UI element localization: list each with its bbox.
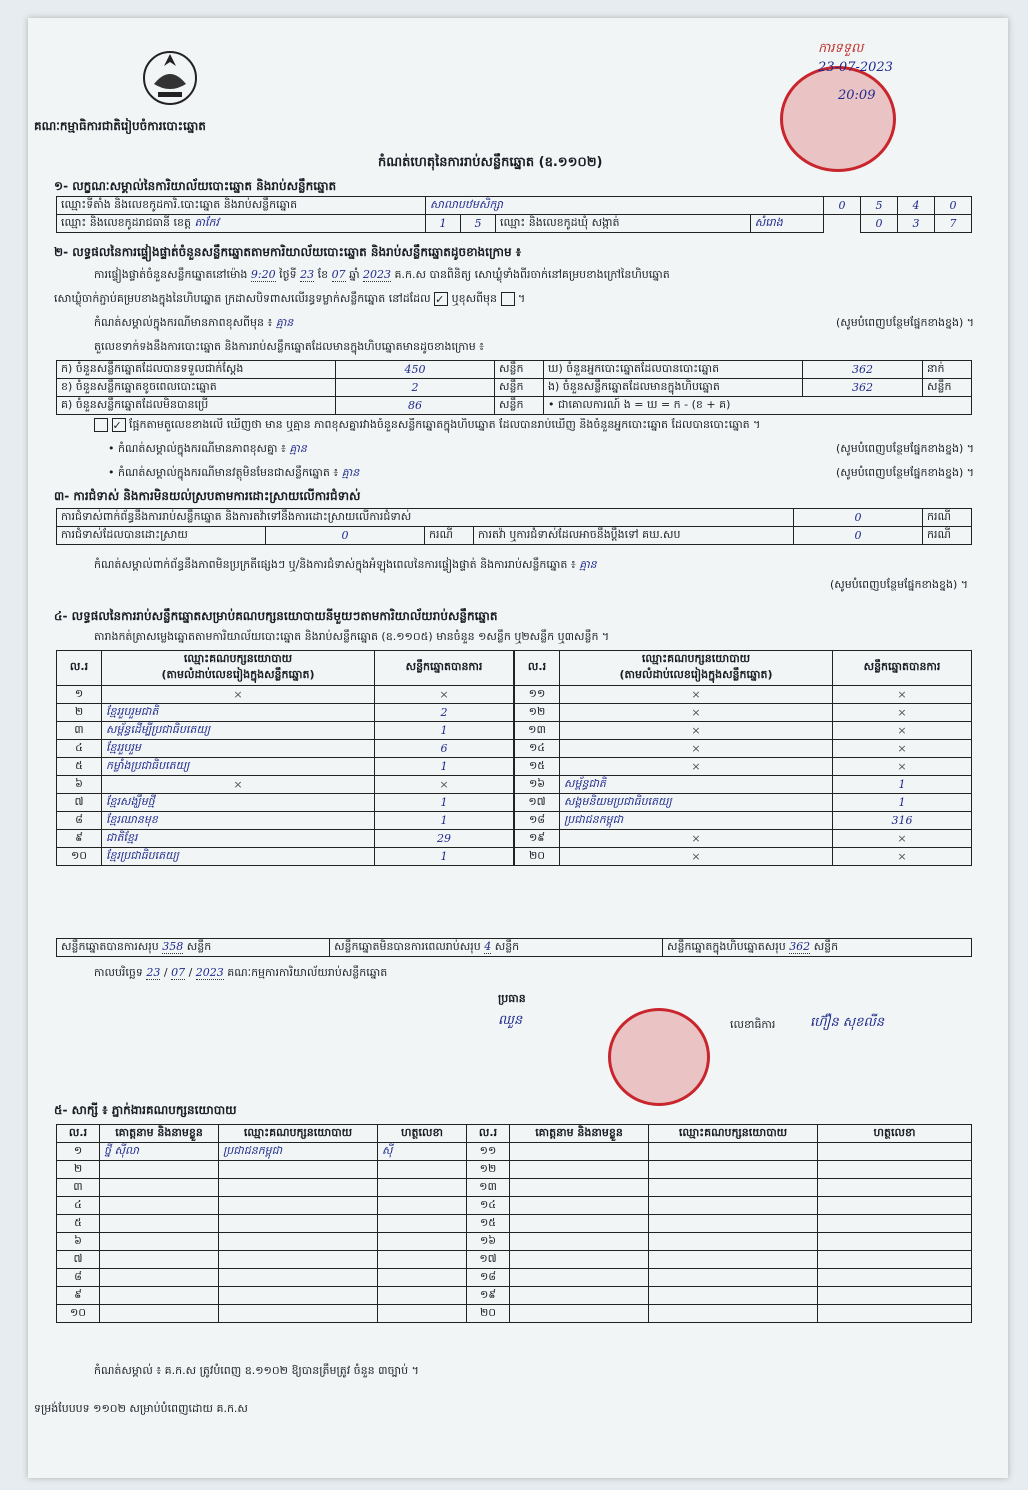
footer-note: កំណត់សម្គាល់ ៖ គ.ក.ស ត្រូវបំពេញ ឧ.១១០២ ឱ្យបានត្រឹមត្រូវ ចំនួន ៣ច្បាប់ ។ xyxy=(94,1364,419,1377)
verification-month: 07 xyxy=(331,268,346,281)
row-number: ១៦ xyxy=(467,1233,510,1251)
witness-signature xyxy=(818,1143,972,1161)
col-no: ល.រ xyxy=(467,1125,510,1143)
seal-line: សោឃ្លុំចាក់ភ្ជាប់គម្របខាងក្នុងនៃហិបឆ្នោត ក្រដាសបិទពាសលើរន្ធទម្លាក់សន្លឹកឆ្នោត នៅដដែល ✓ ឬខុសពីមុន ។ xyxy=(54,292,526,306)
witness-name xyxy=(100,1305,219,1323)
row-number: ១៧ xyxy=(467,1251,510,1269)
objections-label: ការជំទាស់ពាក់ព័ន្ធនឹងការរាប់សន្លឹកឆ្នោត និងការតវ៉ាទៅនឹងការដោះស្រាយលើការជំទាស់ xyxy=(57,509,794,527)
witness-signature xyxy=(818,1269,972,1287)
row-number: ១១ xyxy=(467,1143,510,1161)
committee-stamp xyxy=(608,1008,710,1106)
row-number: ៨ xyxy=(57,812,102,830)
party-name: សង្គមនិយមប្រជាធិបតេយ្យ xyxy=(560,794,833,812)
row-number: ៥ xyxy=(57,758,102,776)
witness-signature xyxy=(378,1269,467,1287)
row-number: ២ xyxy=(57,704,102,722)
witness-name xyxy=(100,1269,219,1287)
received-ballots-value: 450 xyxy=(336,361,495,379)
code-digit-1: 0 xyxy=(824,197,861,215)
irregularities-note: កំណត់សម្គាល់ពាក់ព័ន្ធនឹងភាពមិនប្រក្រតីផ្សេងៗ ឬ/និងការជំទាស់ក្នុងអំឡុងពេលនៃការផ្ទៀងផ្ទាត់ និងការរាប់សន្លឹកឆ្នោត ៖ គ្មាន xyxy=(94,558,597,571)
party-votes: × xyxy=(833,722,972,740)
row-number: ៨ xyxy=(57,1269,100,1287)
party-votes: × xyxy=(833,704,972,722)
party-votes: × xyxy=(833,830,972,848)
party-votes: × xyxy=(833,848,972,866)
table-row xyxy=(57,794,514,812)
col-party: ឈ្មោះគណបក្សនយោបាយ (តាមលំដាប់លេខរៀងក្នុងសន្លឹកឆ្នោត) xyxy=(560,651,833,686)
ballots-in-box-value: 362 xyxy=(803,379,923,397)
row-number: ១១ xyxy=(515,686,560,704)
party-name: កម្លាំងប្រជាធិបតេយ្យ xyxy=(102,758,375,776)
row-number: ៧ xyxy=(57,1251,100,1269)
party-name: ខ្មែរសង្ឃឹមថ្មី xyxy=(102,794,375,812)
row-number: ២ xyxy=(57,1161,100,1179)
party-votes: × xyxy=(375,776,514,794)
witness-name xyxy=(510,1197,649,1215)
form-version: ទម្រង់បែបបទ ១១០២ សម្រាប់បំពេញដោយ គ.ក.ស xyxy=(34,1402,248,1415)
objections-value: 0 xyxy=(794,509,923,527)
witness-name xyxy=(100,1197,219,1215)
party-votes: 1 xyxy=(375,812,514,830)
row-number: ៥ xyxy=(57,1215,100,1233)
province-code-1: 1 xyxy=(426,215,461,233)
province-label: ឈ្មោះ និងលេខកូដរាជធានី ខេត្ត តាកែវ xyxy=(57,215,426,233)
witness-name xyxy=(510,1251,649,1269)
commune-code-2: 3 xyxy=(898,215,935,233)
table-row xyxy=(57,758,514,776)
table-row xyxy=(57,1197,972,1215)
bullet-nonballot-value: គ្មាន xyxy=(341,466,360,479)
stamp-time: 20:09 xyxy=(838,88,876,103)
row-number: ៩ xyxy=(57,830,102,848)
objections-table xyxy=(56,508,972,545)
row-number: ២០ xyxy=(515,848,560,866)
secretary-signature: ហ៊ឿន សុខលីន xyxy=(810,1015,885,1030)
table-row xyxy=(515,794,972,812)
party-votes: 29 xyxy=(375,830,514,848)
appeal-label: ការតវ៉ា ឬការជំទាស់ដែលអាចនឹងប្តឹងទៅ គឃ.សប xyxy=(474,527,794,545)
form-page xyxy=(28,18,1008,1478)
party-votes: 2 xyxy=(375,704,514,722)
total-invalid-value: 4 xyxy=(484,939,492,953)
witness-signature xyxy=(378,1161,467,1179)
commune-code-3: 7 xyxy=(935,215,972,233)
section2-heading: ២- លទ្ធផលនៃការផ្ទៀងផ្ទាត់ចំនួនសន្លឹកឆ្នោតតាមការិយាល័យបោះឆ្នោត និងរាប់សន្លឹកឆ្នោតដូចខាងក្រោម ៖ xyxy=(54,245,522,259)
location-label: ឈ្មោះទីតាំង និងលេខកូដការិ.បោះឆ្នោត និងរាប់សន្លឹកឆ្នោត xyxy=(57,197,426,215)
row-number: ១៩ xyxy=(467,1287,510,1305)
col-sign: ហត្ថលេខា xyxy=(818,1125,972,1143)
section4-intro: តារាងកត់ត្រាសម្លេងឆ្នោតតាមការិយាល័យបោះឆ្នោត និងរាប់សន្លឹកឆ្នោត (ឧ.១១០៥) មានចំនួន ១សន្លឹក ឬ២សន្លឹក ឬ៣សន្លឹក ។ xyxy=(94,630,610,643)
chair-signature: ឈួន xyxy=(498,1013,523,1028)
party-name: សម្ព័ន្ធដើម្បីប្រជាធិបតេយ្យ xyxy=(102,722,375,740)
province-value: តាកែវ xyxy=(194,215,219,229)
row-number: ១២ xyxy=(515,704,560,722)
party-name: × xyxy=(560,740,833,758)
witness-party xyxy=(219,1197,378,1215)
section3-heading: ៣- ការជំទាស់ និងការមិនយល់ស្របតាមការដោះស្រាយលើការជំទាស់ xyxy=(54,489,361,503)
row-number: ១៣ xyxy=(467,1179,510,1197)
party-name: ខ្មែររួបរួម xyxy=(102,740,375,758)
witness-name xyxy=(100,1161,219,1179)
table-row xyxy=(57,1143,972,1161)
witness-signature xyxy=(818,1161,972,1179)
table-row xyxy=(57,740,514,758)
witness-name xyxy=(510,1143,649,1161)
witness-signature xyxy=(818,1251,972,1269)
party-name: ជាតិខ្មែរ xyxy=(102,830,375,848)
witness-party xyxy=(649,1197,818,1215)
party-name: × xyxy=(560,704,833,722)
voters-label: ឃ) ចំនួនអ្នកបោះឆ្នោតដែលបានបោះឆ្នោត xyxy=(544,361,803,379)
party-votes: 1 xyxy=(833,794,972,812)
table-row xyxy=(57,812,514,830)
witness-name xyxy=(100,1233,219,1251)
table-row xyxy=(515,722,972,740)
verification-day: 23 xyxy=(300,268,315,281)
total-invalid: សន្លឹកឆ្នោតមិនបានការពេលរាប់សរុប 4 សន្លឹក xyxy=(330,939,663,957)
table-row xyxy=(57,686,514,704)
bullet-nonballot: • កំណត់សម្គាល់ក្នុងករណីមានវត្ថុមិនមែនជាសន្លឹកឆ្នោត ៖ គ្មាន (សូមបំពេញបន្ថែមផ្នែកខាងខ្នង) ។ xyxy=(108,466,974,479)
party-name: សម្ព័ន្ធជាតិ xyxy=(560,776,833,794)
unit: ករណី xyxy=(923,509,972,527)
col-name: គោត្តនាម និងនាមខ្លួន xyxy=(100,1125,219,1143)
spoiled-ballots-value: 2 xyxy=(336,379,495,397)
table-row xyxy=(57,1305,972,1323)
totals-table xyxy=(56,938,972,957)
witness-signature: ស៊ី xyxy=(378,1143,467,1161)
table-row xyxy=(57,848,514,866)
row-number: ១ xyxy=(57,1143,100,1161)
table-row xyxy=(57,1269,972,1287)
total-box: សន្លឹកឆ្នោតក្នុងហិបឆ្នោតសរុប 362 សន្លឹក xyxy=(662,939,971,957)
witness-signature xyxy=(378,1287,467,1305)
witness-party: ប្រជាជនកម្ពុជា xyxy=(219,1143,378,1161)
row-number: ២០ xyxy=(467,1305,510,1323)
party-votes: 6 xyxy=(375,740,514,758)
row-number: ៤ xyxy=(57,1197,100,1215)
results-table-right xyxy=(514,650,972,866)
unit: ករណី xyxy=(425,527,474,545)
resolved-value: 0 xyxy=(266,527,425,545)
witness-name: ថ្នី ស៊ីលា xyxy=(100,1143,219,1161)
irregularities-note-value: គ្មាន xyxy=(579,558,597,571)
witness-party xyxy=(219,1179,378,1197)
witness-signature xyxy=(818,1233,972,1251)
difference-note-value: គ្មាន xyxy=(275,316,294,329)
witness-party xyxy=(649,1233,818,1251)
witness-party xyxy=(649,1269,818,1287)
party-name: × xyxy=(560,848,833,866)
row-number: ៩ xyxy=(57,1287,100,1305)
col-party: ឈ្មោះគណបក្សនយោបាយ xyxy=(219,1125,378,1143)
verification-line: ការផ្ទៀងផ្ទាត់ចំនួនសន្លឹកឆ្នោតនៅម៉ោង 9:20 ថ្ងៃទី 23 ខែ 07 ឆ្នាំ 2023 គ.ក.ស បានពិនិត្យ សោឃ្លុំទាំងពីរចាក់នៅគម្របខាងក្រៅនៃហិបឆ្នោត xyxy=(94,268,670,281)
witness-signature xyxy=(818,1305,972,1323)
party-votes: 1 xyxy=(375,758,514,776)
total-valid-value: 358 xyxy=(162,939,184,953)
commune-value: សំរោង xyxy=(750,215,823,233)
stamp-received-label: ការទទួល xyxy=(818,41,864,56)
different-checkbox[interactable] xyxy=(501,292,515,306)
witness-party xyxy=(219,1305,378,1323)
bullet-diff: • កំណត់សម្គាល់ក្នុងករណីមានភាពខុសគ្នា ៖ គ្មាន (សូមបំពេញបន្ថែមផ្នែកខាងខ្នង) ។ xyxy=(108,442,974,455)
witness-signature xyxy=(378,1233,467,1251)
col-party: ឈ្មោះគណបក្សនយោបាយ xyxy=(649,1125,818,1143)
witness-table xyxy=(56,1124,972,1323)
witness-name xyxy=(510,1179,649,1197)
row-number: ១៩ xyxy=(515,830,560,848)
code-digit-4: 0 xyxy=(935,197,972,215)
nec-logo xyxy=(138,44,202,108)
appeal-value: 0 xyxy=(794,527,923,545)
has-diff-checkbox[interactable] xyxy=(94,418,108,432)
unit: សន្លឹក xyxy=(495,361,544,379)
party-votes: × xyxy=(833,758,972,776)
witness-name xyxy=(510,1233,649,1251)
location-value: សាលាបឋមសិក្សា xyxy=(426,197,824,215)
row-number: ៤ xyxy=(57,740,102,758)
party-votes: 316 xyxy=(833,812,972,830)
party-votes: × xyxy=(833,686,972,704)
witness-party xyxy=(219,1287,378,1305)
received-stamp xyxy=(780,66,896,172)
witness-party xyxy=(219,1251,378,1269)
party-votes: 1 xyxy=(375,848,514,866)
witness-signature xyxy=(378,1179,467,1197)
party-name: × xyxy=(102,686,375,704)
table-row xyxy=(57,1233,972,1251)
witness-party xyxy=(219,1161,378,1179)
secretary-label: លេខាធិការ xyxy=(730,1018,776,1031)
received-ballots-label: ក) ចំនួនសន្លឹកឆ្នោតដែលបានទទួលជាក់ស្តែង xyxy=(57,361,336,379)
table-row xyxy=(515,830,972,848)
witness-name xyxy=(100,1251,219,1269)
row-number: ១០ xyxy=(57,1305,100,1323)
row-number: ៣ xyxy=(57,722,102,740)
total-box-value: 362 xyxy=(789,939,811,953)
witness-signature xyxy=(818,1215,972,1233)
witness-name xyxy=(100,1179,219,1197)
row-number: ១៨ xyxy=(467,1269,510,1287)
row-number: ១៥ xyxy=(467,1215,510,1233)
row-number: ១៧ xyxy=(515,794,560,812)
figures-intro: តួលេខទាក់ទងនឹងការបោះឆ្នោត និងការរាប់សន្លឹកឆ្នោតដែលមានក្នុងហិបឆ្នោតមានដូចខាងក្រោម ៖ xyxy=(94,340,485,353)
province-code-2: 5 xyxy=(461,215,496,233)
voters-value: 362 xyxy=(803,361,923,379)
table-row xyxy=(57,1251,972,1269)
witness-name xyxy=(100,1215,219,1233)
table-row xyxy=(515,704,972,722)
witness-party xyxy=(219,1215,378,1233)
witness-name xyxy=(510,1269,649,1287)
signature-date: កាលបរិច្ឆេទ 23 / 07 / 2023 គណៈកម្មការការិយាល័យរាប់សន្លឹកឆ្នោត xyxy=(94,966,388,979)
party-name: × xyxy=(560,830,833,848)
compare-line: ✓ ផ្អែកតាមតួលេខខាងលើ ឃើញថា មាន ឬគ្មាន ភាពខុសគ្នារវាងចំនួនសន្លឹកឆ្នោតក្នុងហិបឆ្នោត ដែលបានរាប់ឃើញ និងចំនួនអ្នកបោះឆ្នោត ដែលបានបោះឆ្នោត ។ xyxy=(94,418,994,434)
commune-code-1: 0 xyxy=(861,215,898,233)
row-number: ១៥ xyxy=(515,758,560,776)
table-row xyxy=(515,776,972,794)
witness-signature xyxy=(378,1197,467,1215)
witness-signature xyxy=(818,1287,972,1305)
same-checkbox[interactable]: ✓ xyxy=(434,292,448,306)
witness-name xyxy=(510,1161,649,1179)
party-name: × xyxy=(102,776,375,794)
witness-signature xyxy=(818,1179,972,1197)
table-row xyxy=(515,848,972,866)
table-row xyxy=(57,1215,972,1233)
row-number: ១៤ xyxy=(515,740,560,758)
unused-ballots-label: គ) ចំនួនសន្លឹកឆ្នោតដែលមិនបានប្រើ xyxy=(57,397,336,415)
col-party: ឈ្មោះគណបក្សនយោបាយ (តាមលំដាប់លេខរៀងក្នុងសន្លឹកឆ្នោត) xyxy=(102,651,375,686)
party-votes: × xyxy=(375,686,514,704)
witness-name xyxy=(100,1287,219,1305)
difference-note: កំណត់សម្គាល់ក្នុងករណីមានភាពខុសពីមុន ៖ គ្មាន (សូមបំពេញបន្ថែមផ្នែកខាងខ្នង) ។ xyxy=(94,316,974,329)
party-name: ខ្មែរប្រជាធិបតេយ្យ xyxy=(102,848,375,866)
table-row xyxy=(57,1179,972,1197)
witness-signature xyxy=(378,1251,467,1269)
unit: ករណី xyxy=(923,527,972,545)
party-votes: × xyxy=(833,740,972,758)
code-digit-3: 4 xyxy=(898,197,935,215)
witness-signature xyxy=(378,1305,467,1323)
party-votes: 1 xyxy=(375,722,514,740)
witness-name xyxy=(510,1215,649,1233)
commune-label: ឈ្មោះ និងលេខកូដឃុំ សង្កាត់ xyxy=(496,215,751,233)
table-row xyxy=(57,1287,972,1305)
table-row xyxy=(57,830,514,848)
ballots-in-box-label: ង) ចំនួនសន្លឹកឆ្នោតដែលមានក្នុងហិបឆ្នោត xyxy=(544,379,803,397)
resolved-label: ការជំទាស់ដែលបានដោះស្រាយ xyxy=(57,527,266,545)
verification-time: 9:20 xyxy=(250,268,276,281)
results-table-left xyxy=(56,650,514,866)
unused-ballots-value: 86 xyxy=(336,397,495,415)
party-name: ខ្មែររួបរួមជាតិ xyxy=(102,704,375,722)
party-name: × xyxy=(560,758,833,776)
row-number: ៧ xyxy=(57,794,102,812)
row-number: ១៤ xyxy=(467,1197,510,1215)
col-name: គោត្តនាម និងនាមខ្លួន xyxy=(510,1125,649,1143)
section5-heading: ៥- សាក្សី ៖ ភ្នាក់ងារគណបក្សនយោបាយ xyxy=(54,1103,237,1117)
row-number: ១៣ xyxy=(515,722,560,740)
witness-signature xyxy=(378,1215,467,1233)
party-name: × xyxy=(560,686,833,704)
witness-party xyxy=(649,1179,818,1197)
col-sign: ហត្ថលេខា xyxy=(378,1125,467,1143)
witness-name xyxy=(510,1287,649,1305)
row-number: ១៦ xyxy=(515,776,560,794)
table-row xyxy=(57,776,514,794)
col-no: ល.រ xyxy=(515,651,560,686)
section4-heading: ៤- លទ្ធផលនៃការរាប់សន្លឹកឆ្នោតសម្រាប់គណបក្សនយោបាយនីមួយៗតាមការិយាល័យរាប់សន្លឹកឆ្នោត xyxy=(54,609,498,623)
row-number: ១០ xyxy=(57,848,102,866)
irregularities-hint: (សូមបំពេញបន្ថែមផ្នែកខាងខ្នង) ។ xyxy=(829,578,968,591)
table-row xyxy=(57,1161,972,1179)
committee-name: គណៈកម្មាធិការជាតិរៀបចំការបោះឆ្នោត xyxy=(34,119,206,133)
section1-heading: ១- លក្ខណៈសម្គាល់នៃការិយាល័យបោះឆ្នោត និងរាប់សន្លឹកឆ្នោត xyxy=(54,179,337,193)
row-number: ១៨ xyxy=(515,812,560,830)
witness-party xyxy=(649,1287,818,1305)
row-number: ១២ xyxy=(467,1161,510,1179)
verification-year: 2023 xyxy=(363,268,392,281)
col-no: ល.រ xyxy=(57,1125,100,1143)
party-votes: 1 xyxy=(375,794,514,812)
unit: សន្លឹក xyxy=(923,379,972,397)
row-number: ៦ xyxy=(57,776,102,794)
table-row xyxy=(515,758,972,776)
witness-party xyxy=(649,1251,818,1269)
table-row xyxy=(57,704,514,722)
table-row xyxy=(57,722,514,740)
total-valid: សន្លឹកឆ្នោតបានការសរុប 358 សន្លឹក xyxy=(57,939,330,957)
col-no: ល.រ xyxy=(57,651,102,686)
witness-party xyxy=(649,1305,818,1323)
party-votes: 1 xyxy=(833,776,972,794)
code-digit-2: 5 xyxy=(861,197,898,215)
witness-party xyxy=(219,1269,378,1287)
witness-name xyxy=(510,1305,649,1323)
party-name: ប្រជាជនកម្ពុជា xyxy=(560,812,833,830)
formula-label: • ជាគោលការណ៍ ង = ឃ = ក - (ខ + គ) xyxy=(544,397,972,415)
chair-label: ប្រធាន xyxy=(498,992,526,1005)
section1-table xyxy=(56,196,972,233)
table-row xyxy=(515,812,972,830)
witness-signature xyxy=(818,1197,972,1215)
witness-party xyxy=(649,1143,818,1161)
unit: នាក់ xyxy=(923,361,972,379)
row-number: ៣ xyxy=(57,1179,100,1197)
spoiled-ballots-label: ខ) ចំនួនសន្លឹកឆ្នោតខូចពេលបោះឆ្នោត xyxy=(57,379,336,397)
no-diff-checkbox[interactable]: ✓ xyxy=(112,418,126,432)
form-title: កំណត់ហេតុនៃការរាប់សន្លឹកឆ្នោត (ឧ.១១០២) xyxy=(378,155,603,170)
col-votes: សន្លឹកឆ្នោតបានការ xyxy=(375,651,514,686)
stamp-date: 23-07-2023 xyxy=(818,60,893,75)
col-votes: សន្លឹកឆ្នោតបានការ xyxy=(833,651,972,686)
table-row xyxy=(515,686,972,704)
witness-party xyxy=(649,1215,818,1233)
row-number: ៦ xyxy=(57,1233,100,1251)
unit: សន្លឹក xyxy=(495,397,544,415)
witness-party xyxy=(219,1233,378,1251)
party-name: ខ្មែរឈានមុខ xyxy=(102,812,375,830)
bullet-diff-value: គ្មាន xyxy=(289,442,307,455)
row-number: ១ xyxy=(57,686,102,704)
witness-party xyxy=(649,1161,818,1179)
unit: សន្លឹក xyxy=(495,379,544,397)
party-name: × xyxy=(560,722,833,740)
figures-table xyxy=(56,360,972,415)
table-row xyxy=(515,740,972,758)
